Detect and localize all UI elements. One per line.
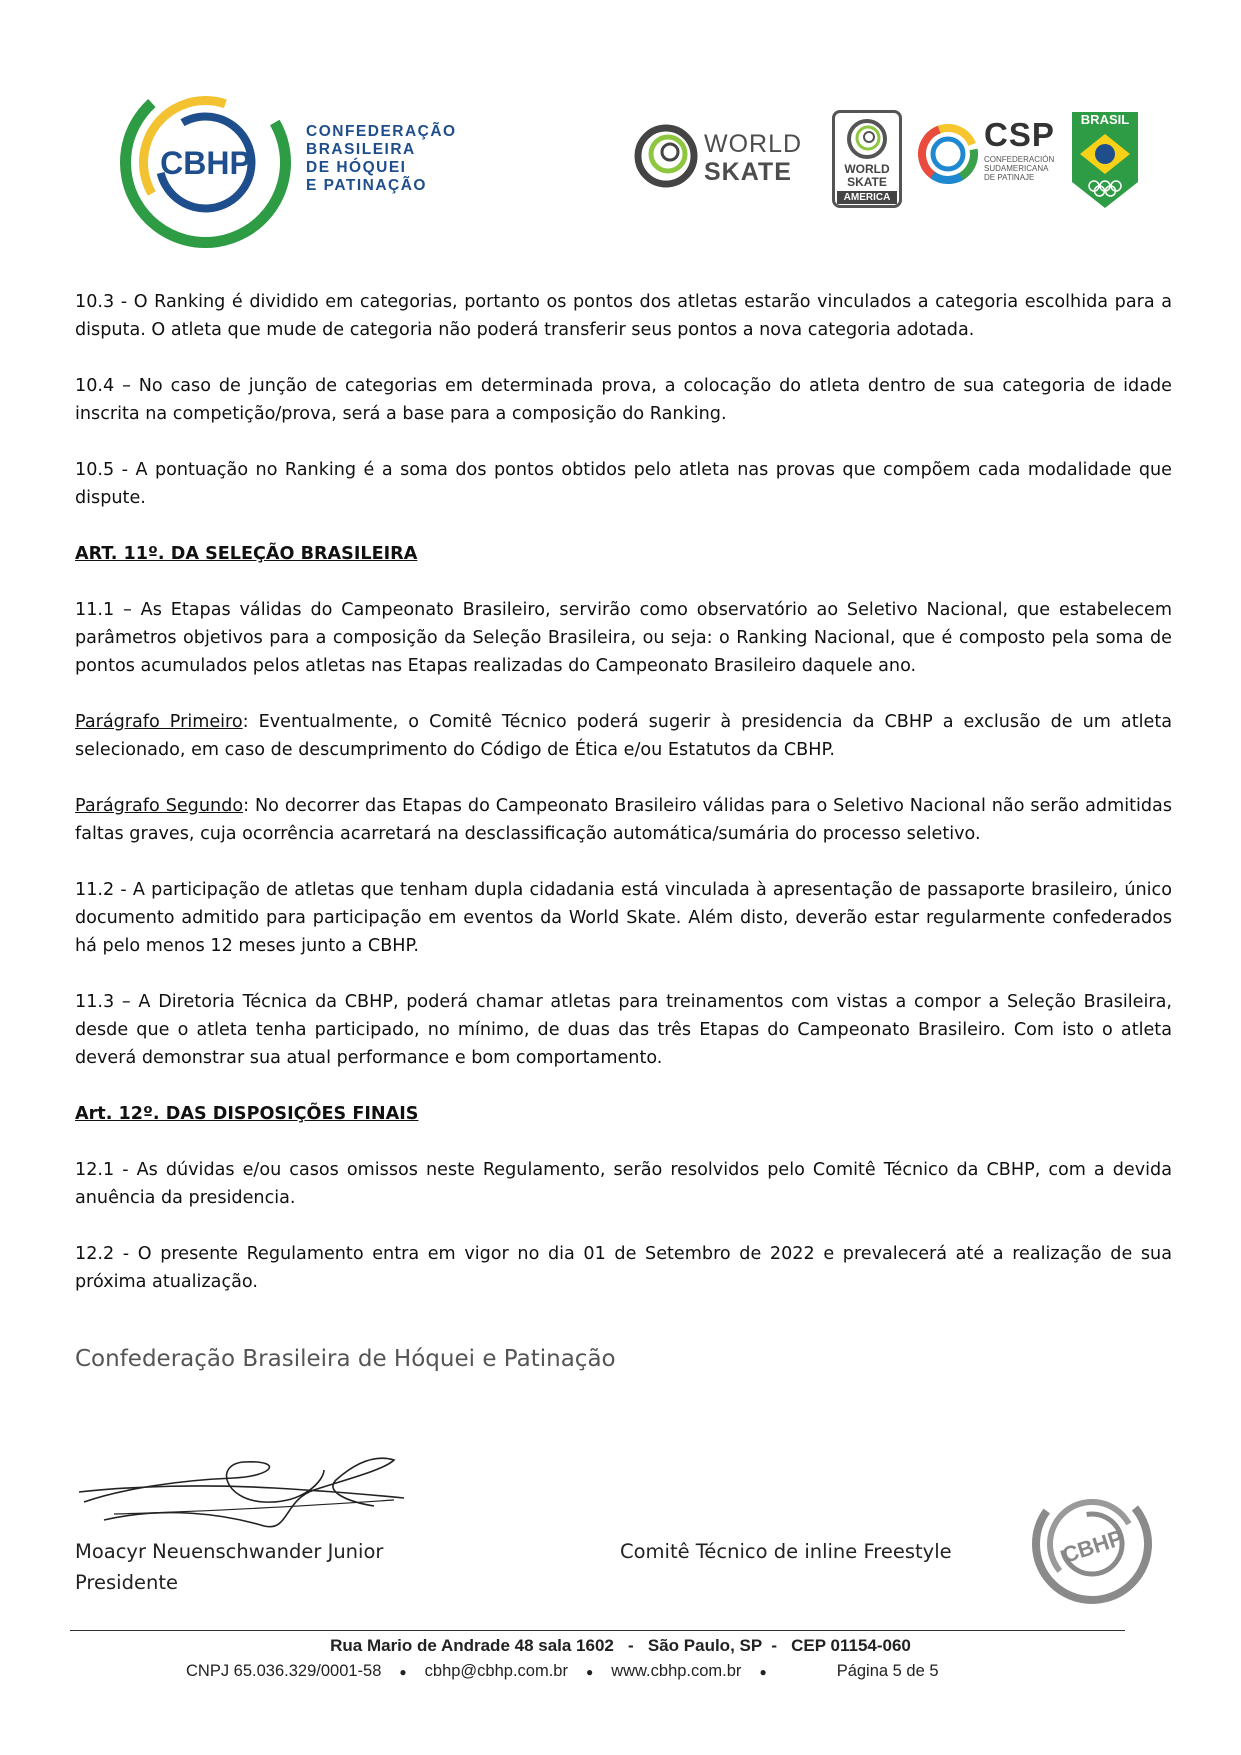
bullet-icon: ● <box>585 1664 594 1679</box>
document-body <box>75 288 1172 1324</box>
csp-sub-line: SUDAMERICANA <box>984 164 1049 173</box>
world-skate-line: WORLD <box>704 130 803 158</box>
bullet-icon: ● <box>759 1664 767 1679</box>
paragraph-10-5: 10.5 - A pontuação no Ranking é a soma dos pontos obtidos pelo atleta nas provas que compõem cada modalidade que dispute. <box>75 460 1172 508</box>
csp-subtitle <box>984 155 1054 182</box>
brasil-label: BRASIL <box>1080 112 1130 127</box>
article-11-heading: ART. 11º. DA SELEÇÃO BRASILEIRA <box>75 544 418 564</box>
footer-website[interactable]: www.cbhp.com.br <box>611 1662 742 1680</box>
footer-cnpj: CNPJ 65.036.329/0001-58 <box>186 1662 382 1680</box>
article-12-heading: Art. 12º. DAS DISPOSIÇÕES FINAIS <box>75 1104 419 1124</box>
footer-page-number: Página 5 de 5 <box>836 1662 939 1680</box>
president-name: Moacyr Neuenschwander Junior <box>75 1540 384 1563</box>
paragraph-primeiro <box>75 708 1172 764</box>
wsa-line: WORLD <box>844 162 890 176</box>
footer-email[interactable]: cbhp@cbhp.com.br <box>424 1662 568 1680</box>
cbhp-name-line: E PATINAÇÃO <box>306 177 427 194</box>
footer-address: Rua Mario de Andrade 48 sala 1602 - São Paulo, SP - CEP 01154-060 <box>330 1636 911 1655</box>
stamp-text: CBHP <box>1059 1524 1127 1568</box>
world-skate-text <box>704 130 802 186</box>
wsa-line: SKATE <box>847 175 887 189</box>
paragraph-10-4: 10.4 – No caso de junção de categorias em determinada prova, a colocação do atleta dentro de sua categoria de idade inscrita na competição/prova, será a base para a composição do Ranking. <box>75 376 1172 424</box>
cbhp-name-line: CONFEDERAÇÃO <box>306 123 457 140</box>
paragraph-11-2: 11.2 - A participação de atletas que tenham dupla cidadania está vinculada à apresentação de passaporte brasileiro, único documento admitido para participação em eventos da World Skate. Além disto, deverão estar regularmente confederados há pelo menos 12 meses junto a CBHP. <box>75 880 1172 956</box>
world-skate-america-text <box>835 163 899 189</box>
footer-info <box>186 1662 939 1681</box>
paragraph-10-3: 10.3 - O Ranking é dividido em categorias, portanto os pontos dos atletas estarão vinculados a categoria escolhida para a disputa. O atleta que mude de categoria não poderá transferir seus pontos a nova categoria adotada. <box>75 292 1172 340</box>
president-block <box>75 1536 383 1598</box>
paragraph-primeiro-text: : Eventualmente, o Comitê Técnico poderá sugerir à presidencia da CBHP a exclusão de um atleta selecionado, em caso de descumprimento do Código de Ética e/ou Estatutos da CBHP. <box>75 712 1173 760</box>
cbhp-name-line: BRASILEIRA <box>306 141 416 158</box>
organization-signature-line: Confederação Brasileira de Hóquei e Patinação <box>75 1346 616 1372</box>
paragraph-segundo <box>75 792 1172 848</box>
cbhp-stamp <box>1030 1482 1154 1606</box>
csp-sub-line: CONFEDERACIÓN <box>984 155 1055 164</box>
cbhp-logo-text: CBHP <box>160 145 251 181</box>
committee-name: Comitê Técnico de inline Freestyle <box>620 1540 952 1563</box>
page-header <box>0 0 1241 260</box>
president-signature <box>74 1440 414 1540</box>
paragraph-11-3: 11.3 – A Diretoria Técnica da CBHP, poderá chamar atletas para treinamentos com vistas a compor a Seleção Brasileira, desde que o atleta tenha participado, no mínimo, de duas das três Etapas do Campeonato Brasileiro. Com isto o atleta deverá demonstrar sua atual performance e bom comportamento. <box>75 992 1172 1068</box>
bullet-icon: ● <box>399 1664 407 1679</box>
president-title: Presidente <box>75 1571 178 1594</box>
cbhp-name <box>306 123 457 195</box>
world-skate-america-emblem <box>835 115 899 163</box>
paragraph-segundo-text: : No decorrer das Etapas do Campeonato Brasileiro válidas para o Seletivo Nacional não serão admitidas faltas graves, cuja ocorrência acarretará na desclassificação automática/sumária do processo seletivo. <box>75 796 1172 844</box>
cbhp-logo <box>118 75 293 250</box>
world-skate-line: SKATE <box>704 158 792 186</box>
csp-logo <box>916 118 981 188</box>
world-skate-america-logo <box>832 110 902 208</box>
footer-divider <box>70 1630 1125 1631</box>
world-skate-america-label: AMERICA <box>837 191 897 204</box>
paragraph-11-1: 11.1 – As Etapas válidas do Campeonato Brasileiro, servirão como observatório ao Seletivo Nacional, que estabelecem parâmetros objetivos para a composição da Seleção Brasileira, ou seja: o Ranking Nacional, que é composto pela soma de pontos acumulados pelos atletas nas Etapas realizadas do Campeonato Brasileiro daquele ano. <box>75 600 1172 676</box>
paragraph-primeiro-label: Parágrafo Primeiro <box>75 712 243 732</box>
paragraph-segundo-label: Parágrafo Segundo <box>75 796 244 816</box>
cbhp-name-line: DE HÓQUEI <box>306 159 407 176</box>
csp-sub-line: DE PATINAJE <box>984 173 1035 182</box>
csp-title: CSP <box>984 116 1055 153</box>
paragraph-12-1: 12.1 - As dúvidas e/ou casos omissos neste Regulamento, serão resolvidos pelo Comitê Técnico da CBHP, com a devida anuência da presidencia. <box>75 1160 1172 1208</box>
paragraph-12-2: 12.2 - O presente Regulamento entra em vigor no dia 01 de Setembro de 2022 e prevalecerá até a realização de sua próxima atualização. <box>75 1244 1172 1292</box>
